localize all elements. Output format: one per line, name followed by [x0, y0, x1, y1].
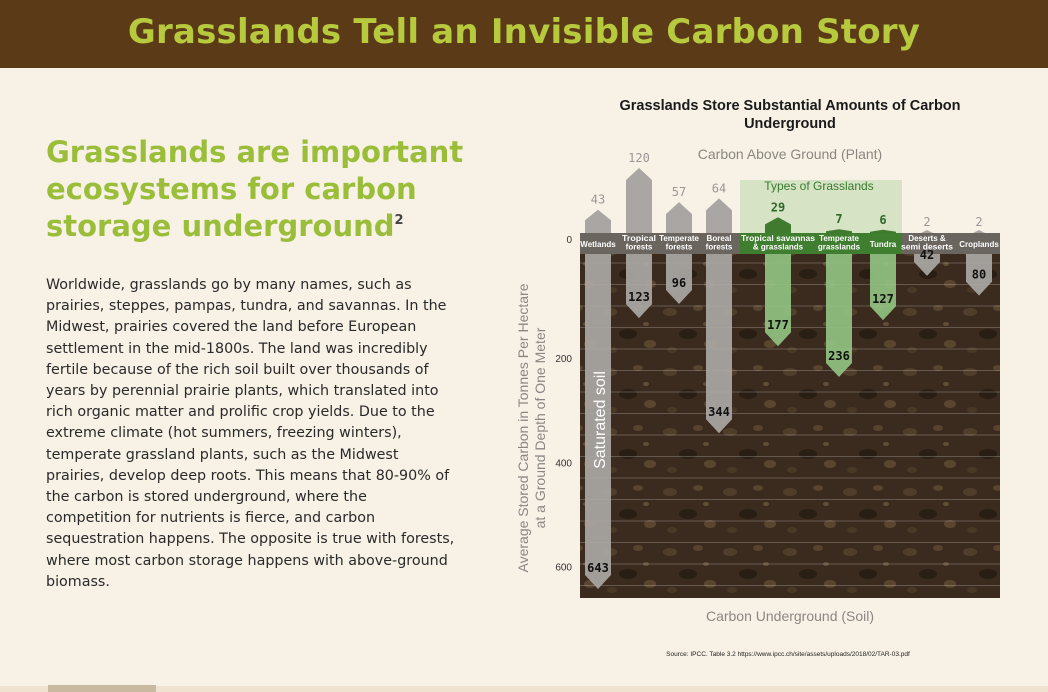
y-tick: 400: [555, 458, 572, 470]
value-below-4: 177: [767, 318, 789, 333]
category-label-4: & grasslands: [752, 242, 804, 252]
value-below-3: 344: [708, 405, 730, 420]
chart-title-line-1: Grasslands Store Substantial Amounts of Carbon: [619, 98, 961, 114]
value-above-8: 2: [975, 214, 983, 229]
footnote-mark: 2: [394, 213, 404, 228]
value-above-2: 57: [671, 185, 687, 200]
bar-below-4: [765, 254, 791, 346]
value-above-6: 6: [879, 212, 887, 227]
category-label-0: Wetlands: [580, 240, 616, 249]
page-title: Grasslands Tell an Invisible Carbon Story: [127, 12, 921, 52]
value-below-2: 96: [671, 276, 687, 291]
category-label-3: forests: [705, 242, 733, 252]
category-label-1: Tropical: [622, 234, 656, 243]
category-label-8: Croplands: [959, 240, 999, 249]
y-ticks: [555, 235, 572, 574]
bar-below-6: [870, 254, 896, 320]
value-above-4: 29: [770, 200, 786, 215]
bar-above-8: [973, 230, 985, 233]
value-below-1: 123: [628, 290, 650, 305]
bottom-bar: [0, 686, 1048, 692]
y-tick: 200: [555, 354, 572, 366]
value-above-1: 120: [628, 151, 650, 165]
category-label-7: Deserts &: [908, 234, 946, 243]
category-label-7: semi deserts: [901, 242, 954, 252]
category-label-5: grasslands: [817, 242, 861, 252]
category-label-3: Boreal: [706, 234, 732, 243]
y-axis-label-line-2: at a Ground Depth of One Meter: [532, 327, 548, 529]
saturated-soil-label: Saturated soil: [592, 371, 609, 469]
bar-above-3: [706, 198, 732, 233]
value-above-5: 7: [835, 212, 843, 227]
source-note: Source: IPCC. Table 3.2 https://www.ipcc.ch/site/assets/uploads/2018/02/TAR-03.pdf: [666, 651, 910, 658]
chart-title-line-2: Underground: [744, 116, 836, 132]
category-label-2: Temperate: [659, 234, 699, 243]
y-tick: 0: [566, 235, 572, 246]
bar-above-7: [921, 230, 933, 233]
value-below-7: 42: [919, 247, 935, 262]
category-label-5: Temperate: [819, 234, 859, 243]
value-below-5: 236: [828, 348, 850, 363]
value-below-6: 127: [872, 292, 894, 307]
value-above-7: 2: [923, 214, 931, 229]
value-above-3: 64: [711, 181, 727, 196]
bottom-axis-label: Carbon Underground (Soil): [705, 608, 875, 624]
value-above-0: 43: [590, 192, 606, 207]
top-axis-label: Carbon Above Ground (Plant): [697, 146, 883, 162]
y-tick: 600: [555, 562, 572, 574]
grassland-group-label: Types of Grasslands: [764, 179, 874, 193]
category-label-2: forests: [665, 242, 693, 252]
body-paragraph: Worldwide, grasslands go by many names, such as prairies, steppes, pampas, tundra, and savannas. In the Midwest, prairies covered the land before European settlement in the mid-1800s. The land was incredibly fertile because of the rich soil built over thousands of years by perennial prairie plants, which translated into rich organic matter and prolific crop yields. Due to the extreme climate (hot summers, freezing winters), temperate grassland plants, such as the Midwest prairies, develop deep roots. This means that 80-90% of the carbon is stored underground, where the competition for nutrients is fierce, and carbon sequestration happens. The opposite is true with forests, where most carbon storage happens with above-ground biomass.: [46, 277, 455, 590]
value-below-8: 80: [971, 267, 987, 282]
bar-above-2: [666, 202, 692, 233]
bar-above-0: [585, 210, 611, 233]
bar-above-1: [626, 168, 652, 233]
bottom-swatch: [48, 685, 156, 692]
subhead-text: Grasslands are important ecosystems for carbon storage underground: [46, 135, 464, 243]
value-below-0: 643: [587, 561, 609, 575]
y-axis-label-line-1: Average Stored Carbon in Tonnes Per Hectare: [515, 283, 531, 573]
category-label-4: Tropical savannas: [741, 234, 816, 243]
category-label-6: Tundra: [869, 240, 897, 249]
category-labels: [580, 234, 999, 252]
category-label-1: forests: [625, 242, 653, 252]
